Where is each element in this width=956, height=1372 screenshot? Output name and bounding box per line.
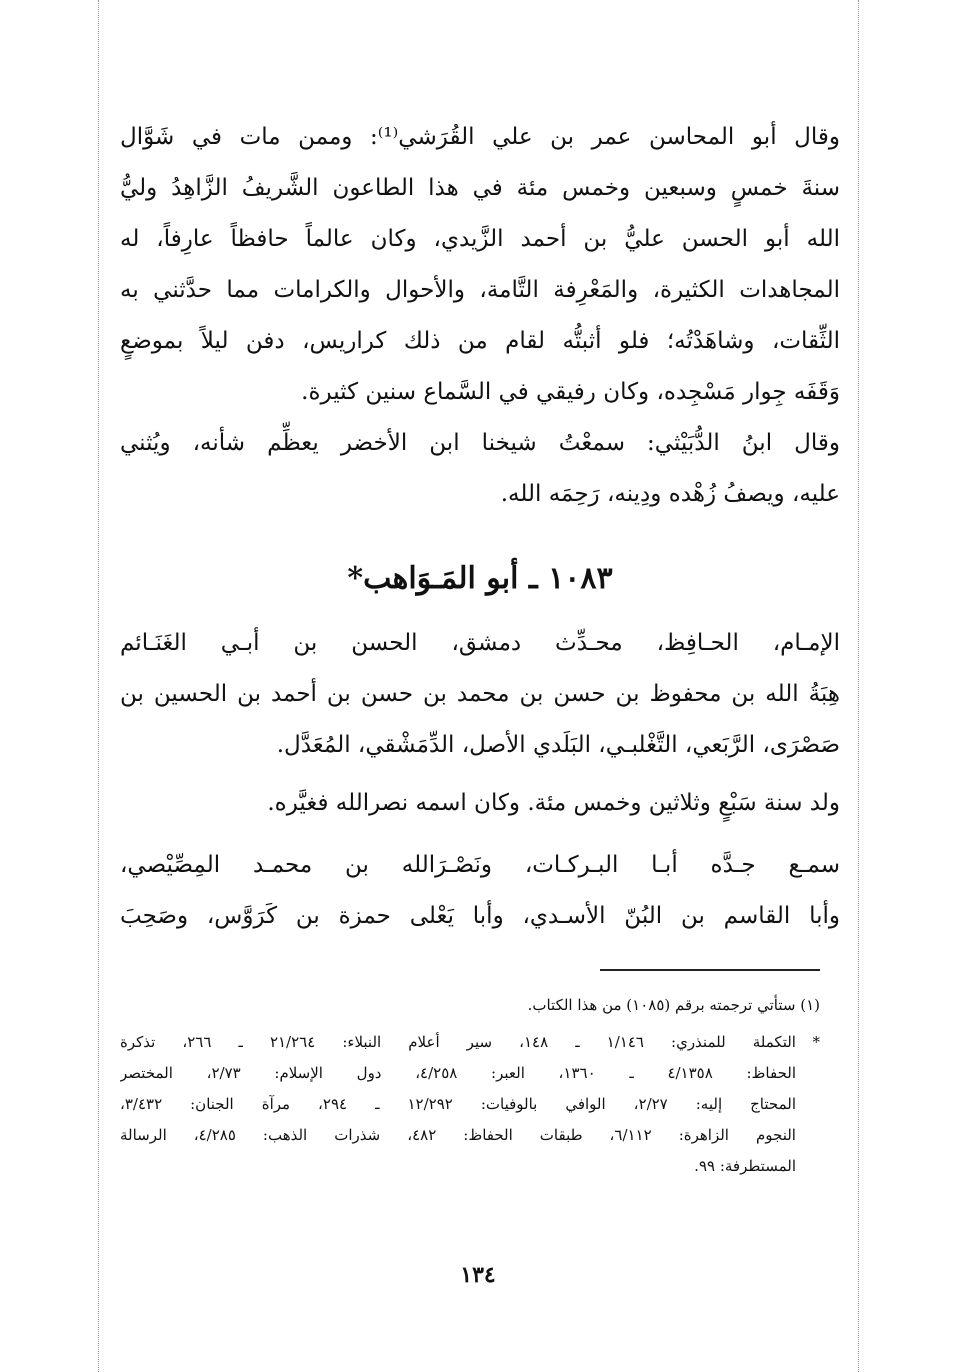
entry-title: ١٠٨٣ ـ أبو المَـوَاهب* [347,561,613,596]
paragraph-teachers [120,840,840,942]
body-line: وقال ابنُ الدُّبَيْثي: سمعْتُ شيخنا ابن الأخضر يعظِّم شأنه، ويُثني [120,430,840,456]
footnote-line [120,1027,820,1058]
asterisk-marker: * [812,1033,820,1051]
body-line: المجاهدات الكثيرة، والمَعْرِفة التَّامة، والأحوال والكرامات مما حدَّثني به [120,277,840,303]
footnote-line: النجوم الزاهرة: ٦/١١٢، طبقات الحفاظ: ٤٨٢، شذرات الذهب: ٤/٢٨٥، الرسالة [120,1126,796,1144]
body-line: ولد سنة سَبْعٍ وثلاثين وخمس مئة. وكان اسمه نصرالله فغيَّره. [267,790,840,816]
body-line: هِبَةُ الله بن محفوظ بن حسن بن محمد بن حسن بن أحمد بن الحسين بن [120,681,840,707]
body-line: الإمـام، الحـافِظ، محـدِّث دمشق، الحسن بن أبـي الغَنَـائم [120,630,840,656]
body-line: عليه، ويصفُ زُهْده ودِينه، رَحِمَه الله. [500,481,840,507]
footnote-line-text: التكملة للمنذري: ١/١٤٦ ـ ١٤٨، سير أعلام النبلاء: ٢١/٢٦٤ ـ ٢٦٦، تذكرة [120,1033,796,1051]
left-margin-guide [98,0,99,1372]
paragraph-lineage [120,618,840,771]
right-margin-guide [858,0,859,1372]
body-line: صَصْرَى، الرَّبَعي، التَّغْلبـي، البَلَدي الأصل، الدِّمَشْقي، المُعَدَّل. [276,732,840,758]
body-line: وقال أبو المحاسن عمر بن علي القُرَشي⁽¹⁾: وممن مات في شَوَّال [120,124,840,150]
body-line: الثِّقات، وشاهَدْتُه؛ فلو أثبتُّه لقام من ذلك كراريس، دفن ليلاً بموضعٍ [120,328,840,354]
footnote-separator [600,969,820,971]
page-number: ١٣٤ [460,1262,496,1288]
footnote-line: الحفاظ: ٤/١٣٥٨ ـ ١٣٦٠، العبر: ٤/٢٥٨، دول الإسلام: ٢/٧٣، المختصر [120,1064,796,1082]
paragraph-dubaythi-quote [120,418,840,520]
paragraph-qurashi-quote [120,112,840,418]
body-line: وأبا القاسم بن البُنّ الأسـدي، وأبا يَعْلى حمزة بن كَرَوَّس، وصَحِبَ [120,903,840,929]
footnote-line: المستطرفة: ٩٩. [694,1157,796,1175]
footnote-sources [120,1027,820,1182]
body-line: الله أبو الحسن عليُّ بن أحمد الزَّيدي، وكان عالماً حافظاً عارِفاً، له [120,226,840,252]
body-line: وَقَفَه جِوار مَسْجِده، وكان رفيقي في السَّماع سنين كثيرة. [301,379,840,405]
paragraph-birth [120,778,840,829]
footnote-1 [120,990,820,1021]
footnote-line: المحتاج إليه: ٢/٢٧، الوافي بالوفيات: ١٢/٢٩٢ ـ ٢٩٤، مرآة الجنان: ٣/٤٣٢، [120,1095,796,1113]
footnote-line: (١) ستأتي ترجمته برقم (١٠٨٥) من هذا الكتاب. [527,996,820,1014]
body-line: سمـع جـدَّه أبـا البـركـات، ونَصْـرَالله بن محمـد المِصِّيْصي، [120,852,840,878]
body-line: سنةَ خمسٍ وسبعين وخمس مئة في هذا الطاعون الشَّريفُ الزَّاهِدُ وليُّ [120,175,840,201]
